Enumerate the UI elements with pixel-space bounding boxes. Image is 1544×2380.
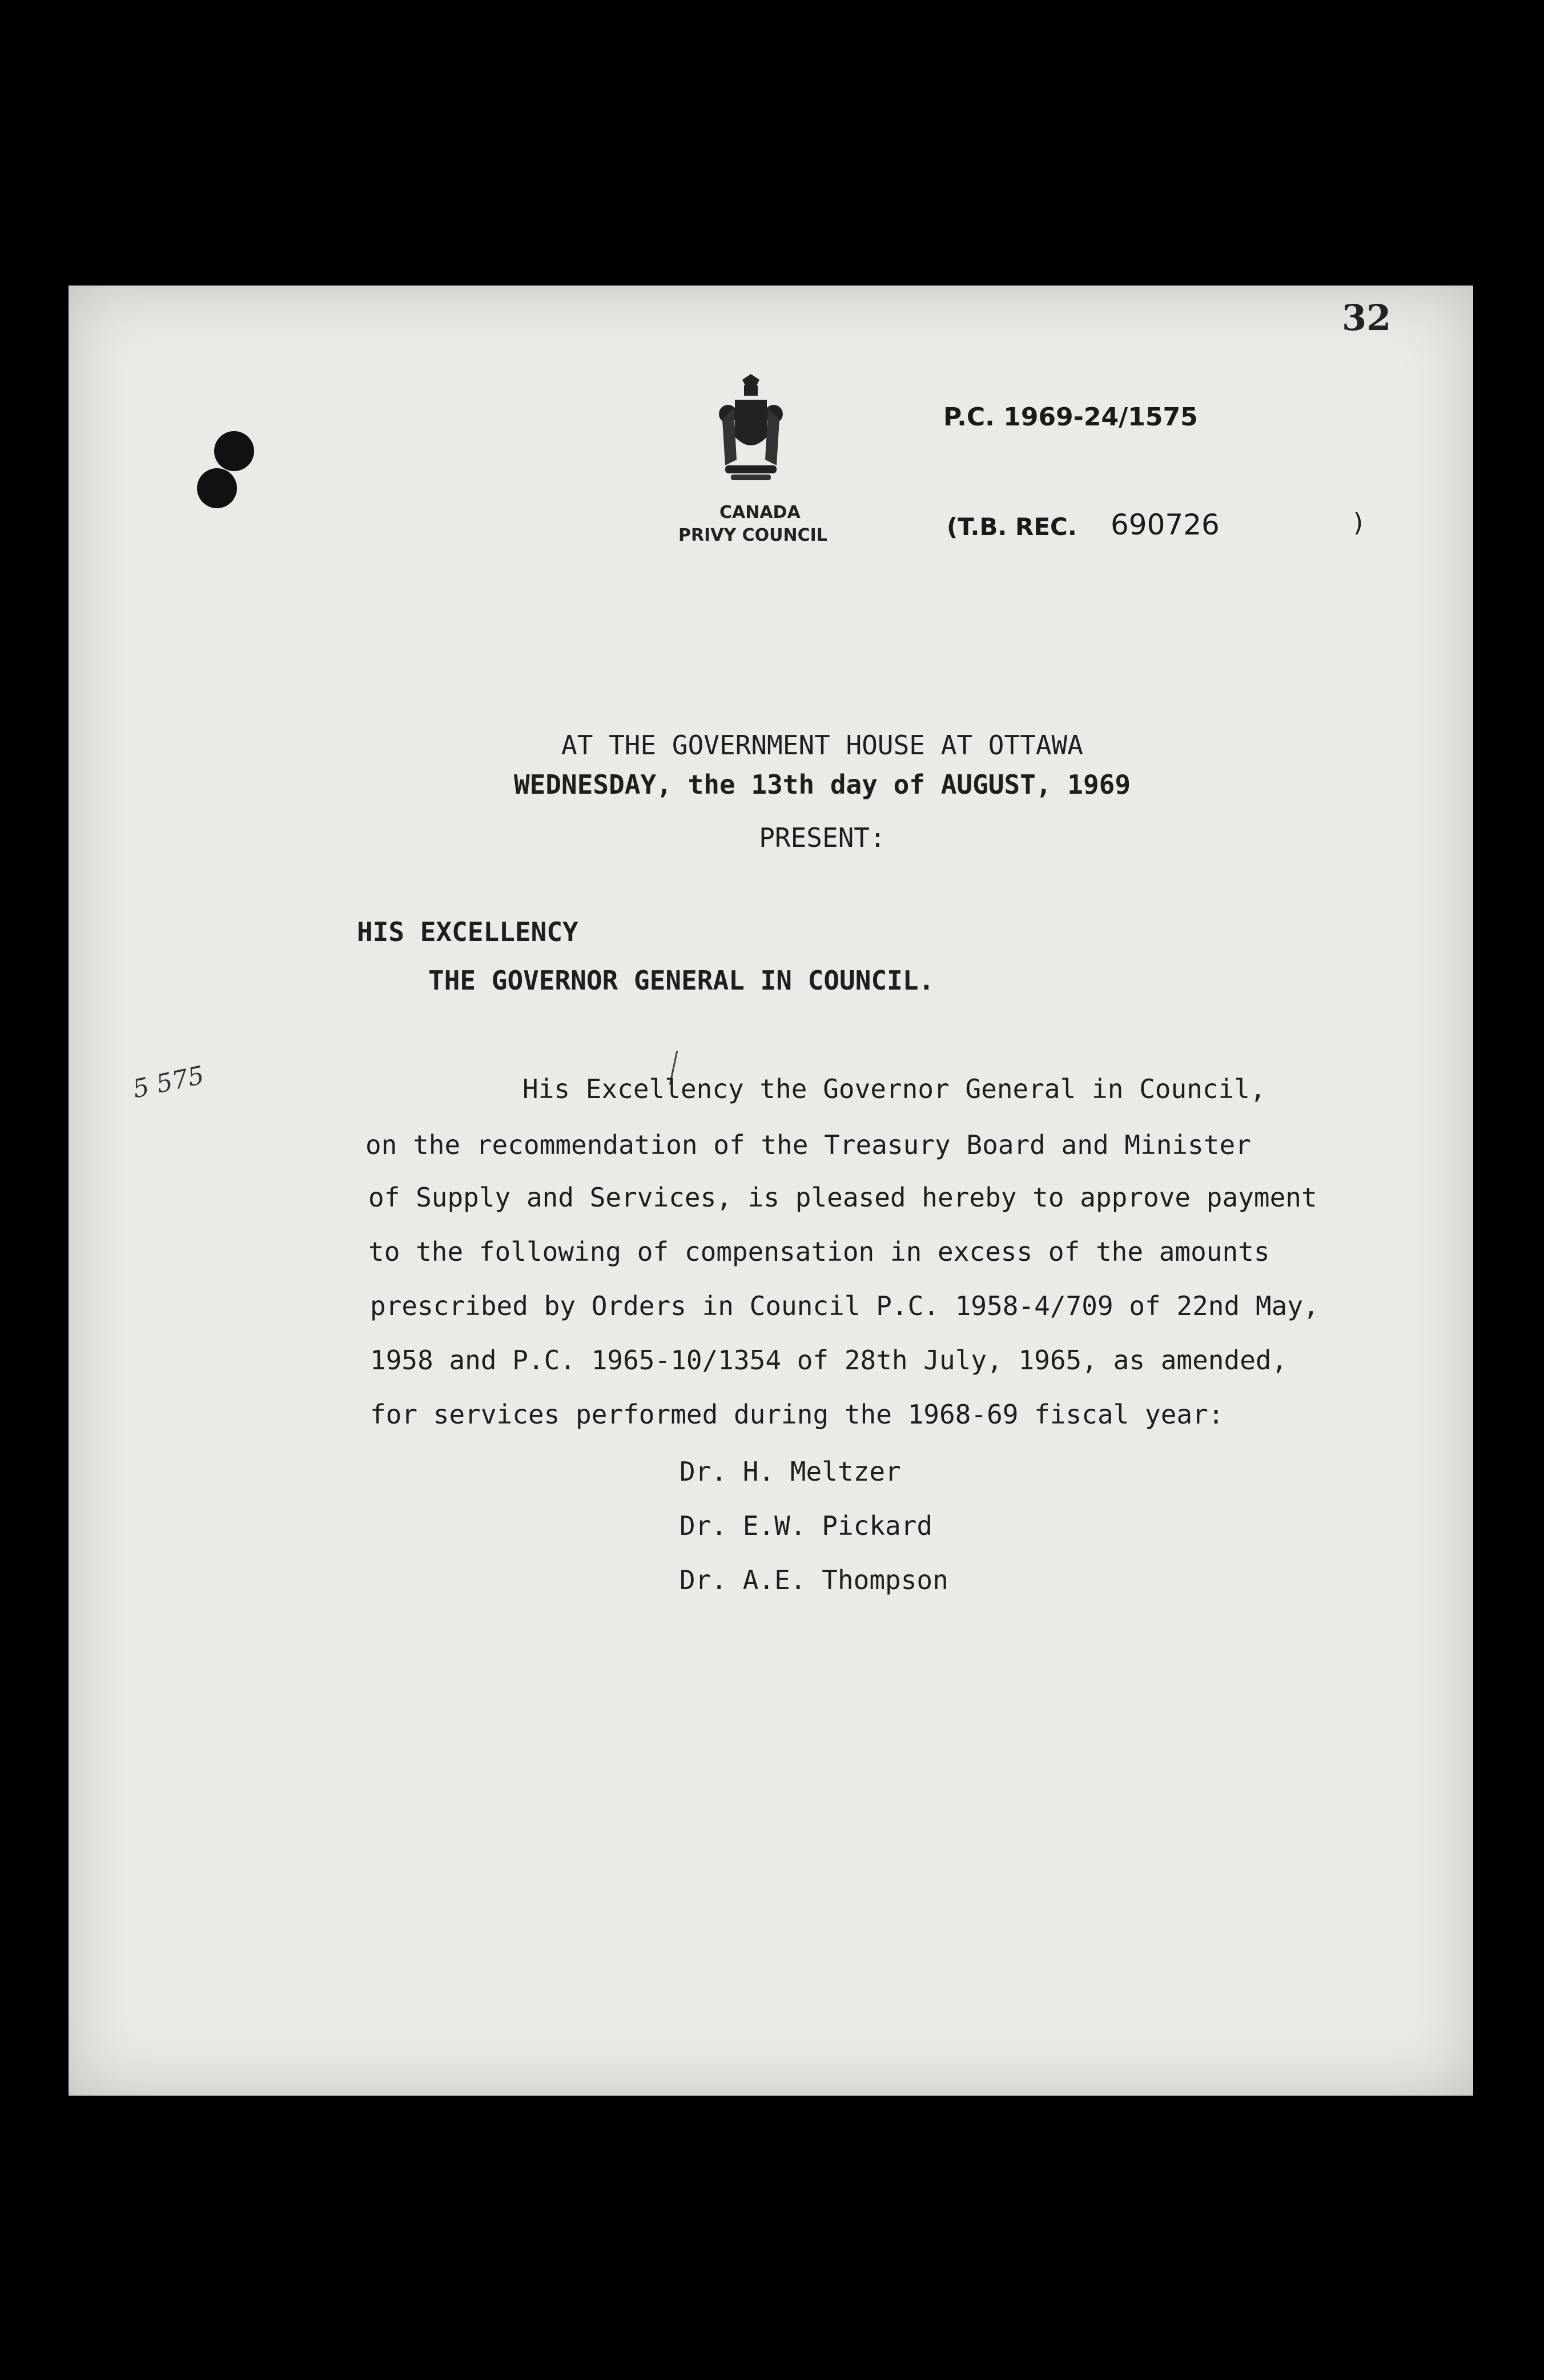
tb-rec-number: 690726 xyxy=(1111,508,1220,541)
org-name-line2: PRIVY COUNCIL xyxy=(678,525,827,545)
body-line: of Supply and Services, is pleased hereby to approve payment xyxy=(368,1182,1317,1213)
present-line: PRESENT: xyxy=(759,822,886,853)
punch-hole-bottom xyxy=(197,468,237,508)
body-line: prescribed by Orders in Council P.C. 1958-4/709 of 22nd May, xyxy=(370,1290,1319,1321)
location-line: AT THE GOVERNMENT HOUSE AT OTTAWA xyxy=(561,730,1083,761)
page-number: 32 xyxy=(1342,297,1392,339)
body-line: His Excellency the Governor General in Council, xyxy=(522,1074,1266,1104)
handwritten-margin-note: 5 575 xyxy=(130,1060,207,1104)
punch-hole-top xyxy=(214,431,254,471)
addressee-line2: THE GOVERNOR GENERAL IN COUNCIL. xyxy=(428,965,935,996)
recipient: Dr. H. Meltzer xyxy=(679,1456,901,1487)
body-line: on the recommendation of the Treasury Board and Minister xyxy=(365,1129,1251,1160)
tb-rec-label: (T.B. REC. xyxy=(947,513,1077,541)
date-line: WEDNESDAY, the 13th day of AUGUST, 1969 xyxy=(513,769,1131,800)
recipient: Dr. E.W. Pickard xyxy=(679,1510,933,1541)
tb-rec-close: ) xyxy=(1353,508,1364,537)
pc-number: P.C. 1969-24/1575 xyxy=(943,403,1198,432)
addressee-line1: HIS EXCELLENCY xyxy=(357,916,578,947)
body-line: to the following of compensation in excess of the amounts xyxy=(368,1236,1270,1267)
body-line: for services performed during the 1968-69 fiscal year: xyxy=(370,1399,1224,1430)
coat-of-arms-icon xyxy=(717,374,785,488)
recipient: Dr. A.E. Thompson xyxy=(679,1565,948,1595)
body-line: 1958 and P.C. 1965-10/1354 of 28th July, 1965, as amended, xyxy=(370,1345,1288,1376)
org-name-line1: CANADA xyxy=(719,502,801,522)
